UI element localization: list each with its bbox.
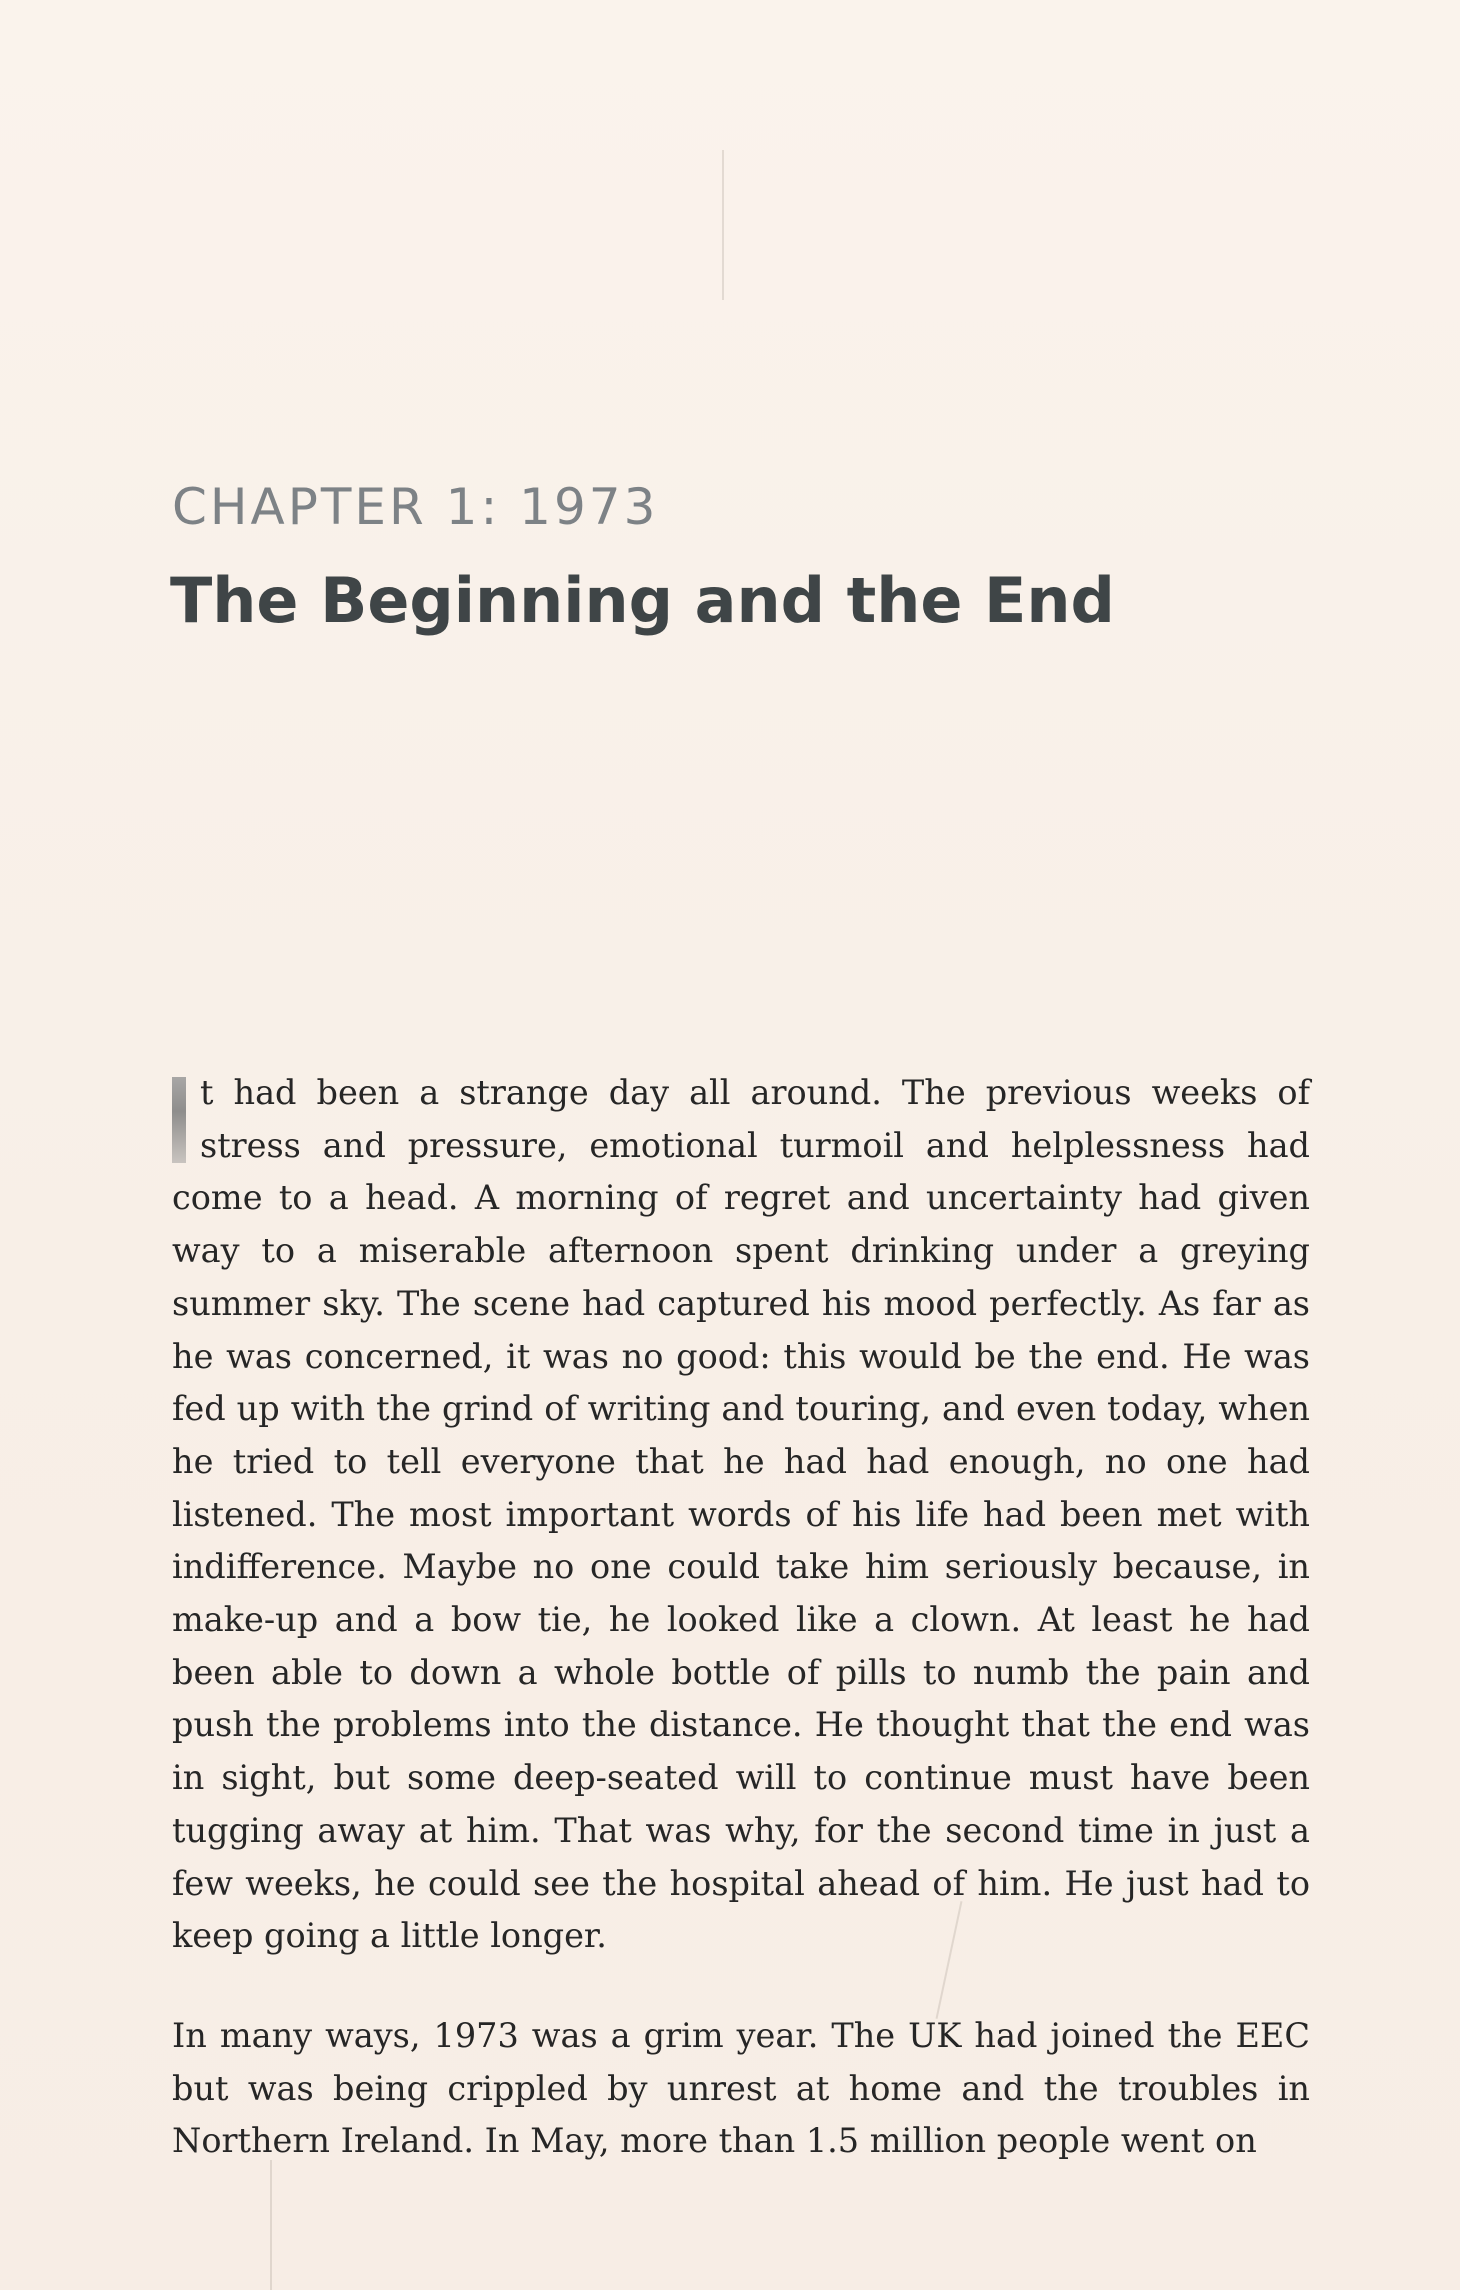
paragraph-opening-text: t had been a strange day all around. The previous weeks of stress and pressure, emotional turmoil and helplessness had come to a head. A morning of regret and uncertainty had given way to a miserable afternoon spent drinking under a greying summer sky. The scene had captured his mood perfectly. As far as he was concerned, it was no good: this would be the end. He was fed up with the grind of writing and touring, and even today, when he tried to tell everyone that he had had enough, no one had listened. The most important words of his life had been met with indifference. Maybe no one could take him seriously because, in make-up and a bow tie, he looked like a clown. At least he had been able to down a whole bottle of pills to numb the pain and push the problems into the distance. He thought that the end was in sight, but some deep-seated will to continue must have been tugging away at him. That was why, for the second time in just a few weeks, he could see the hospital ahead of him. He just had to keep going a little longer.: [172, 1073, 1310, 1956]
paragraph-second: In many ways, 1973 was a grim year. The UK had joined the EEC but was being crippled by unrest at home and the troubles in Northern Ireland. In May, more than 1.5 million people went on: [172, 2016, 1310, 2161]
chapter-label: CHAPTER 1: 1973: [172, 478, 659, 536]
scan-artifact-line: [722, 150, 724, 300]
chapter-title: The Beginning and the End: [170, 564, 1115, 637]
drop-cap-mark: [172, 1077, 186, 1163]
scan-artifact-line: [270, 2160, 272, 2290]
paragraph-opening: [172, 1067, 1310, 1963]
